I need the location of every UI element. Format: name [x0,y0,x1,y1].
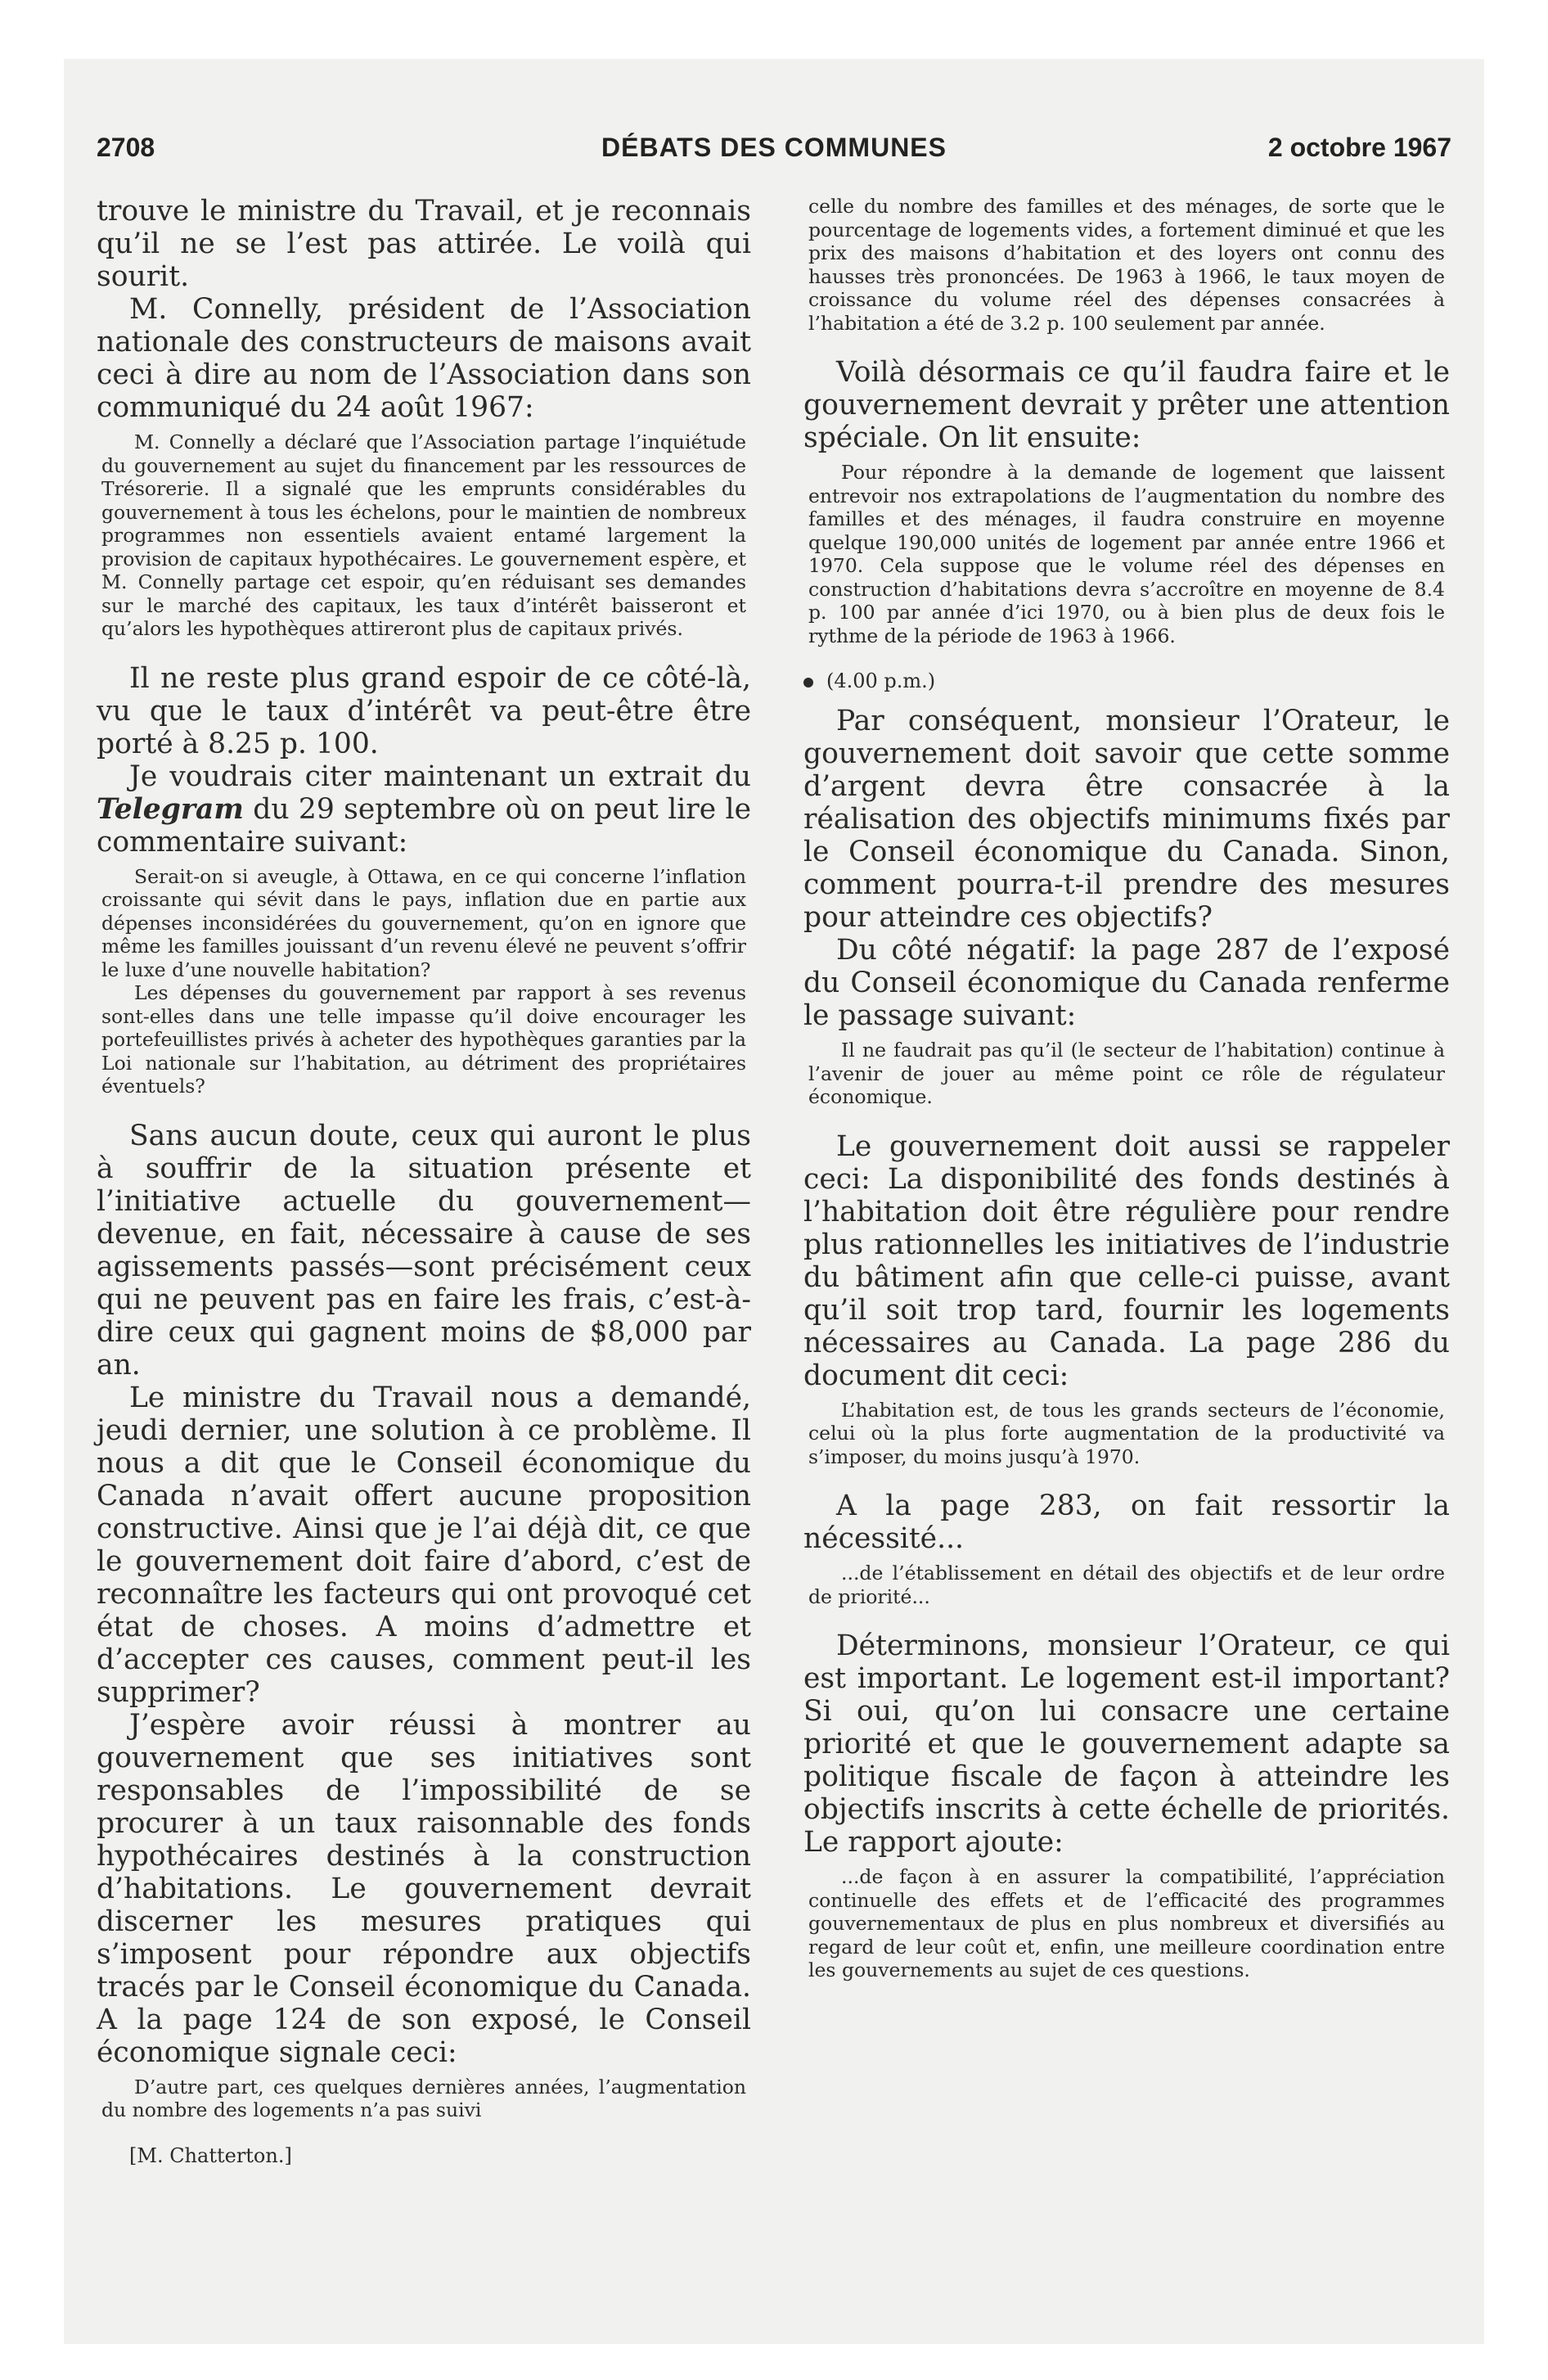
page-date: 2 octobre 1967 [1267,133,1451,162]
left-column [97,195,751,2168]
paragraph: trouve le ministre du Travail, et je reconnais qu’il ne se l’est pas attirée. Le voilà qui sourit. [97,195,751,293]
speaker-attribution: [M. Chatterton.] [129,2143,292,2167]
paragraph: A la page 283, on fait ressortir la nécessité... [803,1490,1450,1555]
paragraph: Le ministre du Travail nous a demandé, jeudi dernier, une solution à ce problème. Il nous a dit que le Conseil économique du Canada n’avait offert aucune proposition constructive. Ainsi que je l’ai déjà dit, ce que le gouvernement doit faire d’abord, c’est de reconnaître les facteurs qui ont provoqué cet état de choses. A moins d’admettre et d’accepter ces causes, comment peut-il les supprimer? [97,1381,751,1709]
quotation: L’habitation est, de tous les grands secteurs de l’économie, celui où la plus forte augmentation de la productivité va s’imposer, du moins jusqu’à 1970. [808,1398,1445,1468]
paragraph: Sans aucun doute, ceux qui auront le plus à souffrir de la situation présente et l’initiative actuelle du gouvernement—devenue, en fait, nécessaire à cause de ses agissements passés—sont précisément ceux qui ne peuvent pas en faire les frais, c’est-à-dire ceux qui gagnent moins de $8,000 par an. [97,1119,751,1382]
paragraph: Du côté négatif: la page 287 de l’exposé du Conseil économique du Canada renferme le passage suivant: [803,934,1450,1032]
quotation: Serait-on si aveugle, à Ottawa, en ce qui concerne l’inflation croissante qui sévit dans le pays, inflation due en partie aux dépenses inconsidérées du gouvernement, qu’on en ignore que même les familles jouissant d’un revenu élevé ne peuvent s’offrir le luxe d’une nouvelle habitation? [101,864,746,981]
paragraph: Voilà désormais ce qu’il faudra faire et le gouvernement devrait y prêter une attention spéciale. On lit ensuite: [803,356,1450,454]
paragraph: Je voudrais citer maintenant un extrait du Telegram du 29 septembre où on peut lire le commentaire suivant: [97,760,751,859]
bullet-icon [803,678,813,687]
paragraph: Par conséquent, monsieur l’Orateur, le gouvernement doit savoir que cette somme d’argent devra être consacrée à la réalisation des objectifs minimums fixés par le Conseil économique du Canada. Sinon, comment pourra-t-il prendre des mesures pour atteindre ces objectifs? [803,705,1450,934]
quotation: celle du nombre des familles et des ménages, de sorte que le pourcentage de logements vides, a fortement diminué et que les prix des maisons d’habitation et des loyers ont connu des hausses très prononcées. De 1963 à 1966, le taux moyen de croissance du volume réel des dépenses consacrées à l’habitation a été de 3.2 p. 100 seulement par année. [808,195,1445,335]
running-title: DÉBATS DES COMMUNES [601,133,947,162]
paragraph: Il ne reste plus grand espoir de ce côté-là, vu que le taux d’intérêt va peut-être être porté à 8.25 p. 100. [97,661,751,760]
quotation: Il ne faudrait pas qu’il (le secteur de l’habitation) continue à l’avenir de jouer au même point ce rôle de régulateur économique. [808,1039,1445,1108]
time-marker [803,669,1450,693]
paragraph: J’espère avoir réussi à montrer au gouvernement que ses initiatives sont responsables de l’impossibilité de se procurer à un taux raisonnable des fonds hypothécaires destinés à la construction d’habitations. Le gouvernement devrait discerner les mesures pratiques qui s’imposent pour répondre aux objectifs tracés par le Conseil économique du Canada. A la page 124 de son exposé, le Conseil économique signale ceci: [97,1708,751,2069]
quotation: ...de l’établissement en détail des objectifs et de leur ordre de priorité... [808,1562,1445,1608]
quotation: D’autre part, ces quelques dernières années, l’augmentation du nombre des logements n’a pas suivi [101,2075,746,2121]
time-stamp: (4.00 p.m.) [826,669,936,692]
paragraph: Déterminons, monsieur l’Orateur, ce qui est important. Le logement est-il important? Si oui, qu’on lui consacre une certaine priorité et que le gouvernement adapte sa politique fiscale de façon à atteindre les objectifs inscrits à cette échelle de priorités. Le rapport ajoute: [803,1629,1450,1859]
quotation: Les dépenses du gouvernement par rapport à ses revenus sont-elles dans une telle impasse qu’il doive encourager les portefeuillistes privés à acheter des hypothèques garanties par la Loi nationale sur l’habitation, au détriment des propriétaires éventuels? [101,981,746,1098]
newspaper-title: Telegram [97,792,244,826]
page-number: 2708 [97,133,155,162]
quotation: Pour répondre à la demande de logement que laissent entrevoir nos extrapolations de l’augmentation du nombre des familles et des ménages, il faudra construire en moyenne quelque 190,000 unités de logement par année entre 1966 et 1970. Cela suppose que le volume réel des dépenses en construction d’habitations devra s’accroître en moyenne de 8.4 p. 100 par année d’ici 1970, ou à bien plus de deux fois le rythme de la période de 1963 à 1966. [808,461,1445,647]
paragraph: Le gouvernement doit aussi se rappeler ceci: La disponibilité des fonds destinés à l’habitation doit être régulière pour rendre plus rationnelles les initiatives de l’industrie du bâtiment afin que celle-ci puisse, avant qu’il soit trop tard, fournir les logements nécessaires au Canada. La page 286 du document dit ceci: [803,1129,1450,1392]
document-page [64,59,1484,2344]
right-column [803,195,1450,1982]
quotation: M. Connelly a déclaré que l’Association partage l’inquiétude du gouvernement au sujet du financement par les ressources de Trésorerie. Il a signalé que les emprunts considérables du gouvernement à tous les échelons, pour le maintien de nombreux programmes non essentiels avaient entamé largement la provision de capitaux hypothécaires. Le gouvernement espère, et M. Connelly partage cet espoir, qu’en réduisant ses demandes sur le marché des capitaux, les taux d’intérêt baisseront et qu’alors les hypothèques attireront plus de capitaux privés. [101,430,746,640]
paragraph: M. Connelly, président de l’Association nationale des constructeurs de maisons avait ceci à dire au nom de l’Association dans son communiqué du 24 août 1967: [97,293,751,424]
quotation: ...de façon à en assurer la compatibilité, l’appréciation continuelle des effets et de l’efficacité des programmes gouvernementaux de plus en plus nombreux et diversifiés au regard de leur coût et, enfin, une meilleure coordination entre les gouvernements au sujet de ces questions. [808,1865,1445,1981]
